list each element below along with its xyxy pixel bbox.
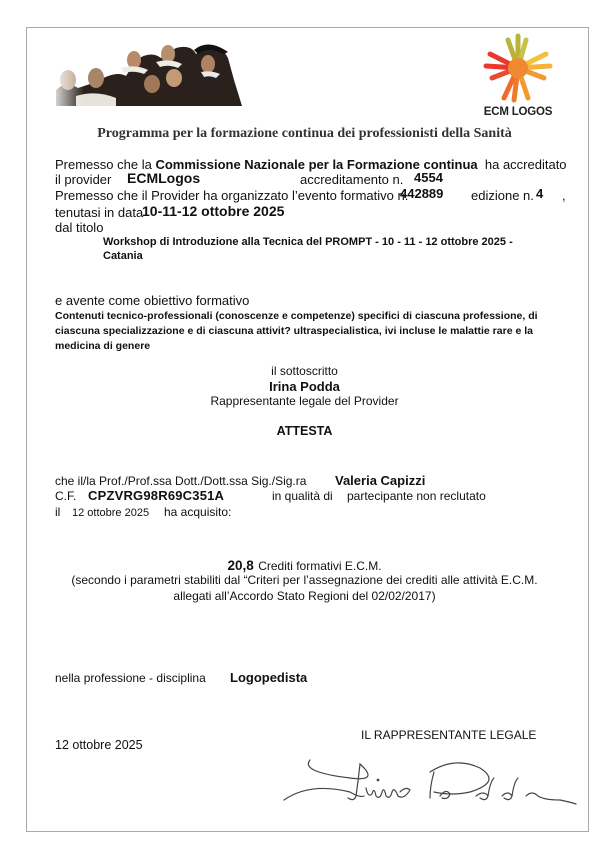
attesta-heading: ATTESTA [276, 424, 333, 438]
signatory-name: Irina Podda [269, 379, 340, 394]
intro-suffix: ha accreditato [484, 157, 567, 172]
credits-label: Crediti formativi E.C.M. [258, 559, 382, 573]
provider-label: il provider [55, 172, 112, 187]
credits-note-line-1: (secondo i parametri stabiliti dal “Criteri per l’assegnazione dei crediti alle attività E.C.M. [71, 573, 538, 587]
group-portrait-image [56, 40, 242, 106]
role-value: partecipante non reclutato [347, 489, 486, 503]
edition-number: 4 [536, 186, 544, 201]
role-label: in qualità di [272, 489, 333, 503]
legal-rep-label: IL RAPPRESENTANTE LEGALE [361, 728, 537, 742]
acquired-label: ha acquisito: [164, 505, 232, 519]
event-prefix: Premesso che il Provider ha organizzato l’evento formativo n. [55, 188, 409, 203]
cf-value: CPZVRG98R69C351A [88, 488, 225, 503]
intro-prefix: Premesso che la [55, 157, 152, 172]
acquisition-date: 12 ottobre 2025 [72, 507, 150, 519]
participant-title-label: che il/la Prof./Prof.ssa Dott./Dott.ssa Sig./Sig.ra [55, 474, 307, 488]
dates-label: tenutasi in data [55, 205, 144, 220]
date-label: il [55, 505, 61, 519]
logo-text: ECM LOGOS [483, 106, 553, 118]
ecm-logos-logo [478, 32, 558, 122]
cf-label: C.F. [55, 489, 77, 503]
profession-label: nella professione - disciplina [55, 671, 206, 685]
credits-note-line-2: allegati all’Accordo Stato Regioni del 02/02/2017) [173, 589, 436, 603]
title-label: dal titolo [55, 220, 104, 235]
objective-line-2: ciascuna specializzazione e di ciascuna attivit? ultraspecialistica, ivi incluse le malattie rare e la [55, 325, 533, 337]
accreditation-number: 4554 [414, 170, 443, 185]
objective-line-1: Contenuti tecnico-professionali (conoscenze e competenze) specifici di ciascuna professione, di [55, 310, 538, 322]
participant-name: Valeria Capizzi [335, 473, 426, 488]
credits-value: 20,8 [227, 558, 254, 573]
hands-logo-icon [478, 32, 558, 104]
event-title-line-1: Workshop di Introduzione alla Tecnica del PROMPT - 10 - 11 - 12 ottobre 2025 - [103, 236, 513, 248]
footer-date: 12 ottobre 2025 [55, 738, 143, 752]
program-title: Programma per la formazione continua dei professionisti della Sanità [97, 126, 512, 141]
accreditation-label: accreditamento n. [300, 172, 404, 187]
signatory-role: Rappresentante legale del Provider [210, 394, 399, 408]
signature-image [280, 752, 580, 812]
profession-value: Logopedista [230, 670, 308, 685]
event-number: 442889 [400, 186, 444, 201]
event-title-line-2: Catania [103, 250, 143, 262]
objective-line-3: medicina di genere [55, 340, 151, 352]
provider-name: ECMLogos [127, 170, 201, 186]
commission-name: Commissione Nazionale per la Formazione continua [155, 157, 478, 172]
edition-label: edizione n. [471, 188, 534, 203]
event-dates: 10-11-12 ottobre 2025 [142, 203, 285, 219]
edition-comma: , [562, 188, 566, 203]
objective-label: e avente come obiettivo formativo [55, 293, 250, 308]
signatory-label: il sottoscritto [271, 364, 338, 378]
